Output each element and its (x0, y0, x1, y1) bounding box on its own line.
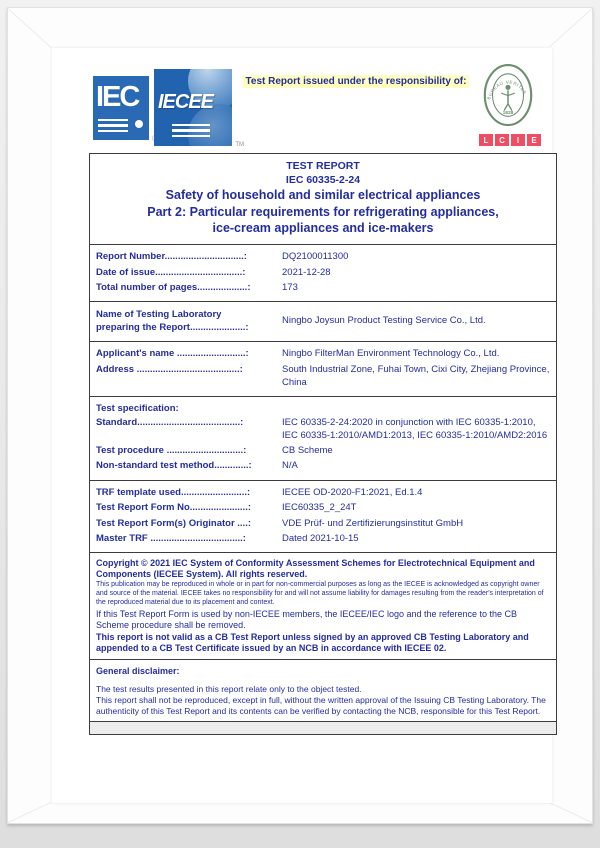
iec-logo-square (93, 76, 149, 140)
field-value: IECEE OD-2020-F1:2021, Ed.1.4 (282, 487, 423, 499)
field-value: Ningbo FilterMan Environment Technology Co., Ltd. (282, 348, 500, 360)
trf-section (90, 480, 556, 553)
report-title-line: TEST REPORT (286, 160, 360, 172)
iec-logo-text: IEC (96, 81, 139, 113)
frame-miter (550, 803, 592, 823)
field-value: IEC60335_2_24T (282, 502, 357, 514)
iec-logo (93, 76, 149, 140)
total-pages-row (96, 282, 550, 295)
field-label: Master TRF ...................................: (96, 533, 246, 545)
report-table (89, 153, 557, 735)
field-value: 2021-12-28 (282, 266, 331, 278)
report-number-row (96, 251, 550, 264)
field-label: Total number of pages...................: (96, 281, 251, 293)
field-label: Test procedure .............................: (96, 444, 247, 456)
iec-logo-bars (98, 116, 128, 133)
lcie-letter: I (511, 134, 525, 146)
field-value: CB Scheme (282, 444, 333, 456)
trf-form-no-row (96, 502, 550, 515)
responsibility-banner (216, 71, 496, 89)
trf-template-row (96, 487, 550, 500)
standard-row (96, 417, 550, 443)
report-title-line: Safety of household and similar electrical appliances (165, 188, 481, 203)
field-label: Applicant's name ..........................: (96, 348, 249, 360)
applicant-name-row (96, 348, 550, 361)
frame-miter (7, 8, 52, 48)
section-heading: Test specification: (96, 402, 179, 414)
iecee-logo-text: IECEE (158, 91, 214, 113)
disclaimer-line: This report shall not be reproduced, except in full, without the written approval of the Issuing CB Testing Laboratory. The authenticity of this Test Report and its contents can be verified by contacting the NCB, responsible for this Test Report. (96, 695, 546, 717)
test-specification-section (90, 396, 556, 480)
empty-footer-row (90, 721, 556, 734)
general-disclaimer-section (90, 659, 556, 721)
report-title-line: Part 2: Particular requirements for refrigerating appliances, (147, 204, 499, 219)
bv-year-text: 1828 (502, 110, 514, 116)
report-title-block (90, 154, 556, 244)
section-heading: General disclaimer: (96, 666, 180, 677)
iec-logo-dot (135, 120, 143, 128)
field-label: Non-standard test method.............: (96, 460, 252, 472)
frame-miter (550, 8, 593, 47)
lcie-letter: C (495, 134, 509, 146)
bureau-veritas-logo (479, 62, 537, 132)
field-label: Report Number..............................: (96, 251, 247, 263)
field-label: Standard.......................................: (96, 416, 244, 428)
field-label: TRF template used.........................: (96, 487, 251, 499)
bv-arc-text: BUREAU VERITAS (486, 79, 528, 101)
iecee-logo-bars (172, 121, 210, 138)
field-value: Ningbo Joysun Product Testing Service Co., Ltd. (282, 315, 486, 327)
testing-laboratory-section (90, 301, 556, 341)
responsibility-text: Test Report issued under the responsibility of: (243, 75, 470, 88)
date-of-issue-row (96, 267, 550, 280)
field-label: Date of issue.................................: (96, 266, 246, 278)
non-standard-method-row (96, 460, 550, 473)
field-value: 173 (282, 281, 298, 293)
field-value: N/A (282, 460, 298, 472)
field-label: Address .......................................: (96, 363, 243, 375)
document-page (52, 48, 552, 803)
field-value: IEC 60335-2-24:2020 in conjunction with IEC 60335-1:2010, IEC 60335-1:2010/AMD1:2013, IEC 60335-1:2010/AMD2:2016 (282, 416, 548, 441)
address-row (96, 364, 550, 390)
field-value: DQ2100011300 (282, 251, 349, 263)
report-standard-number: IEC 60335-2-24 (285, 174, 361, 187)
copyright-section (90, 552, 556, 659)
field-value: VDE Prüf- und Zertifizierungsinstitut GmbH (282, 517, 464, 529)
lcie-logo (479, 134, 541, 146)
photo-frame (7, 7, 593, 824)
lcie-letter: L (479, 134, 493, 146)
applicant-section (90, 341, 556, 396)
field-value: Dated 2021-10-15 (282, 533, 359, 545)
field-label: Test Report Form No......................: (96, 502, 252, 514)
field-label: Test Report Form(s) Originator ....: (96, 517, 251, 529)
copyright-notice: Copyright © 2021 IEC System of Conformity Assessment Schemes for Electrotechnical Equipment and Components (IECEE System). All rights reserved. (96, 558, 535, 580)
master-trf-row (96, 533, 550, 546)
lcie-letter: E (527, 134, 541, 146)
field-value: South Industrial Zone, Fuhai Town, Cixi City, Zhejiang Province, China (282, 363, 550, 388)
testing-laboratory-row (96, 309, 550, 335)
field-label: Name of Testing Laboratory preparing the Report.....................: (96, 308, 249, 333)
test-procedure-row (96, 445, 550, 458)
copyright-fine-print: This publication may be reproduced in whole or in part for non-commercial purposes as long as the IECEE is acknowledged as copyright owner and source of the material. IECEE takes no responsibility for and will not assume liability for damages resulting from the reader's interpretation of the reproduced material due to its placement and context. (96, 581, 544, 607)
disclaimer-line: The test results presented in this report relate only to the object tested. (96, 684, 362, 695)
frame-miter (8, 802, 52, 823)
copyright-usage-note: If this Test Report Form is used by non-IECEE members, the IECEE/IEC logo and the reference to the CB Scheme procedure shall be removed. (96, 609, 518, 631)
copyright-validity-note: This report is not valid as a CB Test Report unless signed by an approved CB Testing Laboratory and appended to a CB Test Certificate issued by an NCB in accordance with IECEE 02. (96, 632, 529, 654)
trf-originator-row (96, 518, 550, 531)
trademark-mark: TM (235, 142, 244, 148)
report-title-line: ice-cream appliances and ice-makers (212, 221, 434, 236)
report-info-section (90, 244, 556, 301)
